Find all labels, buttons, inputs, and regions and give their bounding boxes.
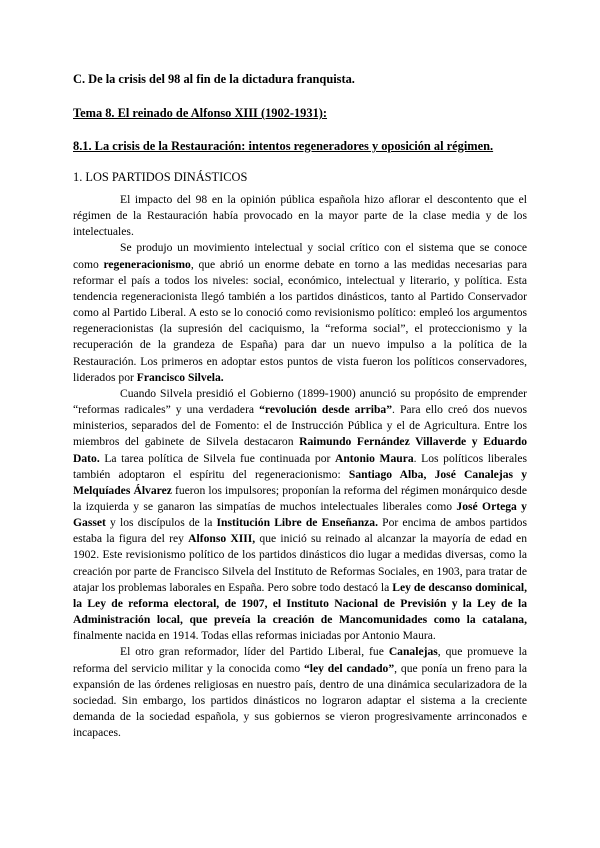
bold-text: Ley de descanso dominical, la Ley de reforma electoral, de 1907, el Instituto Nacional de Previsión y la Ley de la Administración local, que preveía la creación de Mancomunidades como la catalana, xyxy=(73,580,527,627)
part-heading: 1. LOS PARTIDOS DINÁSTICOS xyxy=(73,170,248,184)
subsection-heading: 8.1. La crisis de la Restauración: intentos regeneradores y oposición al régimen. xyxy=(73,139,494,153)
bold-text: Santiago Alba, José Canalejas y Melquíades Álvarez xyxy=(73,467,528,497)
text-run: que inició su reinado al alcanzar la mayoría de edad en 1902. Este revisionismo político de los partidos dinásticos dio lugar a medidas diversas, como la creación por parte de Francisco Silvela del Instituto de Reformas Sociales, en 1903, para tratar de atajar los problemas laborales en España. Pero sobre todo destacó la xyxy=(73,532,527,594)
tema-heading: Tema 8. El reinado de Alfonso XIII (1902-1931): xyxy=(73,106,328,120)
text-run: , que promueve la reforma del servicio militar y la conocida como xyxy=(73,645,527,675)
bold-text: Raimundo Fernández Villaverde y Eduardo Dato. xyxy=(73,435,528,465)
text-run: finalmente nacida en 1914. Todas ellas reformas iniciadas por Antonio Maura. xyxy=(73,629,436,643)
text-run: El impacto del 98 en la opinión pública española hizo aflorar el descontento que el régimen de la Restauración había provocado en la mayor parte de la clase media y de los intelectuales. xyxy=(73,193,527,239)
text-run: , que abrió un enorme debate en torno a las medidas necesarias para reformar el país a todos los niveles: social, económico, intelectual y literario, y política. Esta tendencia regeneracionista llegó también a los partidos dinásticos, tanto al Partido Conservador como al Partido Liberal. A esto se lo conoció como revisionismo político: empleó los argumentos regeneracionistas (la supresión del caciquismo, la “reforma social”, el proteccionismo y la recuperación de la grandeza de España) para dar un nuevo impulso a la política de la Restauración. Los primeros en adoptar estos puntos de vista fueron los políticos conservadores, liderados por xyxy=(73,257,528,384)
bold-text: “ley del candado” xyxy=(304,661,395,675)
text-run: El otro gran reformador, líder del Partido Liberal, fue xyxy=(120,645,389,659)
bold-text: regeneracionismo xyxy=(103,257,191,271)
body-paragraph xyxy=(73,644,527,741)
text-run: Por encima de ambos partidos estaba la figura del rey xyxy=(73,516,527,546)
text-run: , que ponía un freno para la expansión de las órdenes religiosas en nuestro país, dentro de una dinámica secularizadora de la sociedad. Sin embargo, los partidos dinásticos no lograron adaptar el sistema a la creciente demanda de la sociedad española, y sus gobiernos se vieron progresivamente arrinconados e incapaces. xyxy=(73,661,527,740)
bold-text: Institución Libre de Enseñanza. xyxy=(216,516,378,530)
text-run: Cuando Silvela presidió el Gobierno (1899-1900) anunció su propósito de emprender “reformas radicales” y una verdadera xyxy=(73,386,527,417)
bold-text: Alfonso XIII, xyxy=(188,532,256,546)
bold-text: Antonio Maura xyxy=(334,451,414,465)
bold-text: Canalejas xyxy=(388,645,438,659)
bold-text: Francisco Silvela. xyxy=(136,370,224,384)
text-run: La tarea política de Silvela fue continuada por xyxy=(99,451,335,465)
text-run: . Los políticos liberales también adoptaron el espíritu del regeneracionismo: xyxy=(73,451,527,481)
body-paragraph xyxy=(73,240,527,385)
body-paragraph xyxy=(73,386,527,645)
bold-text: “revolución desde arriba” xyxy=(259,403,393,417)
document-body xyxy=(73,192,527,741)
text-run: y los discípulos de la xyxy=(105,516,217,530)
text-run: fueron los impulsores; proponían la reforma del régimen monárquico desde la izquierda y se ganaron las simpatías de muchos intelectuales liberales como xyxy=(73,483,527,513)
body-paragraph xyxy=(73,192,527,240)
text-run: . Para ello creó dos nuevos ministerios, separados del de Fomento: el de Instrucción Pública y el de Agricultura. Entre los miembros del gabinete de Silvela destacaron xyxy=(73,403,527,449)
bold-text: José Ortega y Gasset xyxy=(73,499,527,530)
text-run: Se produjo un movimiento intelectual y social crítico con el sistema que se conoce como xyxy=(73,241,527,271)
section-heading: C. De la crisis del 98 al fin de la dictadura franquista. xyxy=(73,72,355,86)
